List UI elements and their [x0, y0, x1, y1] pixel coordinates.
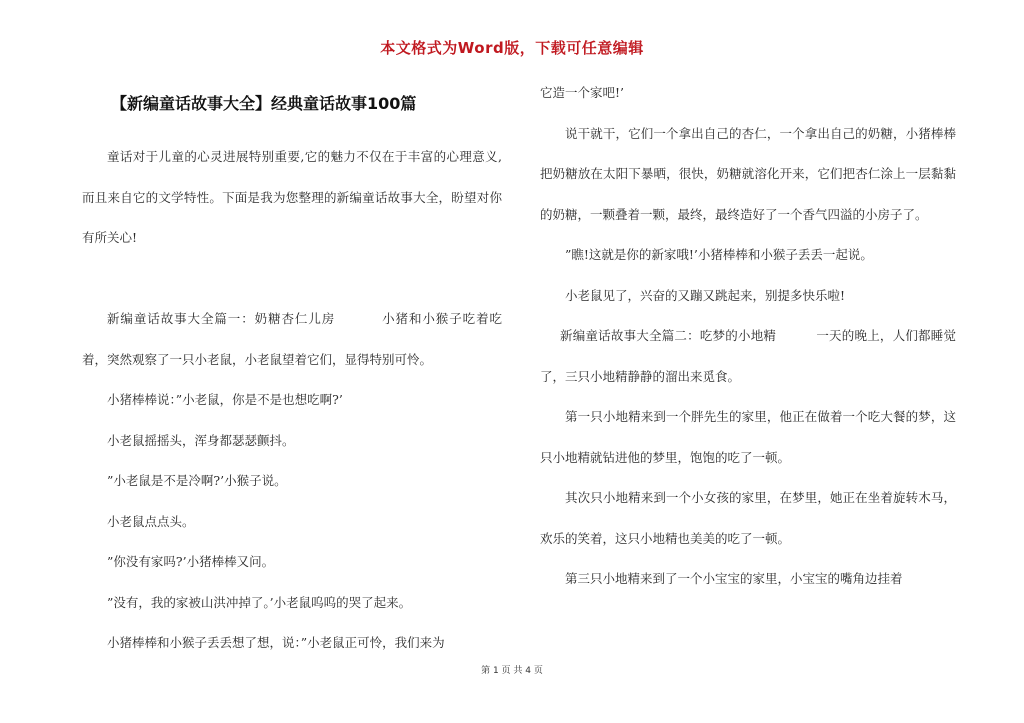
dialogue-line: ”你没有家吗?’小猪棒棒又问。	[107, 554, 275, 569]
story-paragraph: 第三只小地精来到了一个小宝宝的家里，小宝宝的嘴角边挂着	[565, 571, 903, 586]
narration-line: 小老鼠摇摇头，浑身都瑟瑟颤抖。	[107, 432, 295, 448]
story-paragraph: 说干就干，它们一个拿出自己的杏仁，一个拿出自己的奶糖，小猪棒棒把奶糖放在太阳下暴晒，很快，奶糖就溶化开来，它们把杏仁涂上一层黏黏的奶糖，一颗叠着一颗，最终，最终造好了一个香气四溢的小房子了。	[540, 125, 956, 222]
continued-line: 它造一个家吧!’	[540, 85, 624, 100]
intro-paragraph: 童话对于儿童的心灵进展特别重要,它的魅力不仅在于丰富的心理意义,而且来自它的文学特性。下面是我为您整理的新编童话故事大全，盼望对你有所关心!	[82, 149, 502, 245]
dialogue-line: ”没有，我的家被山洪冲掉了。’小老鼠呜呜的哭了起来。	[107, 594, 412, 610]
right-column	[540, 73, 956, 600]
story1-heading: 新编童话故事大全篇一：奶糖杏仁儿房	[107, 311, 336, 326]
dialogue-line: 小猪棒棒说：”小老鼠，你是不是也想吃啊?’	[107, 392, 343, 407]
story-paragraph: 其次只小地精来到一个小女孩的家里，在梦里，她正在坐着旋转木马，欢乐的笑着，这只小地精也美美的吃了一顿。	[540, 490, 956, 546]
narration-line: 小老鼠见了，兴奋的又蹦又跳起来，别提多快乐啦!	[565, 287, 846, 303]
dialogue-line: ”瞧!这就是你的新家哦!’小猪棒棒和小猴子丢丢一起说。	[565, 247, 873, 262]
story2-paragraph	[540, 316, 956, 397]
narration-line: 小老鼠点点头。	[107, 513, 195, 529]
story2-heading: 新编童话故事大全篇二：吃梦的小地精	[560, 328, 777, 343]
story-paragraph: 第一只小地精来到一个胖先生的家里，他正在做着一个吃大餐的梦，这只小地精就钻进他的梦里，饱饱的吃了一顿。	[540, 409, 956, 465]
story1-paragraph	[82, 299, 502, 380]
page-number: 第 1 页 共 4 页	[481, 666, 543, 676]
story2-opening: 一天的晚上，人们都睡觉了，三只小地精静静的溜出来觅食。	[540, 328, 956, 384]
left-column	[82, 137, 502, 664]
spacer	[82, 259, 502, 300]
dialogue-line: ”小老鼠是不是冷啊?’小猴子说。	[107, 473, 287, 488]
edit-banner: 本文格式为Word版，下载可任意编辑	[380, 39, 644, 57]
story1-opening: 小猪和小猴子吃着吃着，突然观察了一只小老鼠，小老鼠望着它们，显得特别可怜。	[82, 311, 502, 367]
document-title: 【新编童话故事大全】经典童话故事100篇	[111, 94, 417, 113]
dialogue-line: 小猪棒棒和小猴子丢丢想了想，说：”小老鼠正可怜，我们来为	[107, 635, 445, 650]
